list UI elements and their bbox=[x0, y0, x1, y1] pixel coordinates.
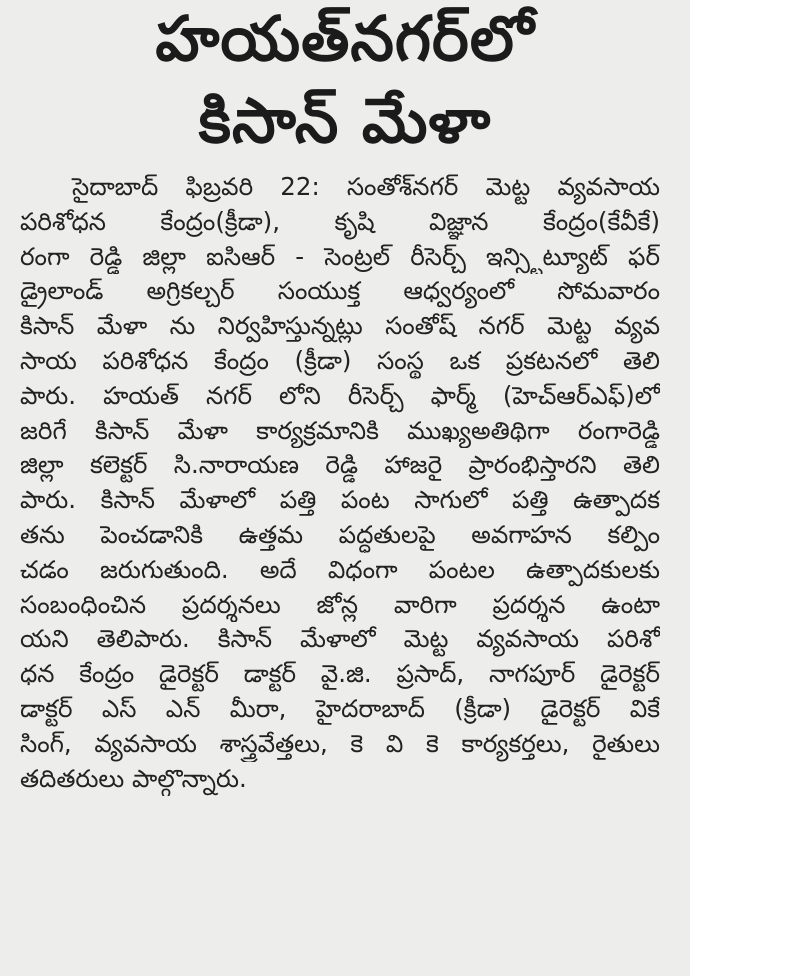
article-line: పరిశోధన కేంద్రం(క్రీడా), కృషి విజ్ఞాన కేంద్రం(కేవీకే) bbox=[20, 206, 660, 236]
article-line: సైదాబాద్ ఫిబ్రవరి 22: సంతోశ్‌నగర్ మెట్ట వ్యవసాయ bbox=[72, 172, 660, 201]
article-line: సాయ పరిశోధన కేంద్రం (క్రీడా) సంస్థ ఒక ప్రకటనలో తెలి bbox=[20, 345, 660, 375]
article-line: పారు. కిసాన్ మేళాలో పత్తి పంట సాగులో పత్తి ఉత్పాదక bbox=[20, 485, 660, 515]
article-line: డాక్టర్ ఎస్ ఎన్ మీరా, హైదరాబాద్ (క్రీడా) డైరెక్టర్ వికే bbox=[20, 693, 660, 723]
article-body bbox=[20, 170, 660, 796]
article-line: కిసాన్ మేళా ను నిర్వహిస్తున్నట్లు సంతోష్ నగర్ మెట్ట వ్యవ bbox=[20, 311, 660, 341]
article-line: రంగా రెడ్డి జిల్లా ఐసిఆర్ - సెంట్రల్ రీసెర్చ్ ఇన్స్టిట్యూట్ ఫర్ bbox=[20, 241, 660, 271]
article-line: జరిగే కిసాన్ మేళా కార్యక్రమానికి ముఖ్యఅతిథిగా రంగారెడ్డి bbox=[20, 415, 660, 445]
headline-line-1: హయత్‌నగర్‌లో bbox=[155, 2, 535, 75]
article-line: యని తెలిపారు. కిసాన్ మేళాలో మెట్ట వ్యవసాయ పరిశో bbox=[20, 624, 660, 654]
article-line: డ్రైలాండ్ అగ్రికల్చర్ సంయుక్త ఆధ్వర్యంలో సోమవారం bbox=[20, 276, 660, 306]
article-line: పారు. హయత్ నగర్ లోని రీసెర్చ్ ఫార్మ్ (హెచ్‌ఆర్‌ఎఫ్)లో bbox=[20, 380, 660, 410]
headline-line-2: కిసాన్ మేళా bbox=[198, 84, 492, 157]
article-line: సింగ్, వ్యవసాయ శాస్త్రవేత్తలు, కె వి కె కార్యకర్తలు, రైతులు bbox=[20, 728, 660, 758]
article-line: చడం జరుగుతుంది. అదే విధంగా పంటల ఉత్పాదకులకు bbox=[20, 554, 660, 584]
article-line: తను పెంచడానికి ఉత్తమ పద్ధతులపై అవగాహన కల్పిం bbox=[20, 519, 660, 549]
article-line: తదితరులు పాల్గొన్నారు. bbox=[20, 763, 247, 793]
article-line: జిల్లా కలెక్టర్ సి.నారాయణ రెడ్డి హాజరై ప్రారంభిస్తారని తెలి bbox=[20, 450, 660, 480]
article-line: సంబంధించిన ప్రదర్శనలు జోన్ల వారిగా ప్రదర్శన ఉంటా bbox=[20, 589, 660, 619]
article-line: ధన కేంద్రం డైరెక్టర్ డాక్టర్ వై.జి. ప్రసాద్, నాగపూర్ డైరెక్టర్ bbox=[20, 659, 660, 689]
